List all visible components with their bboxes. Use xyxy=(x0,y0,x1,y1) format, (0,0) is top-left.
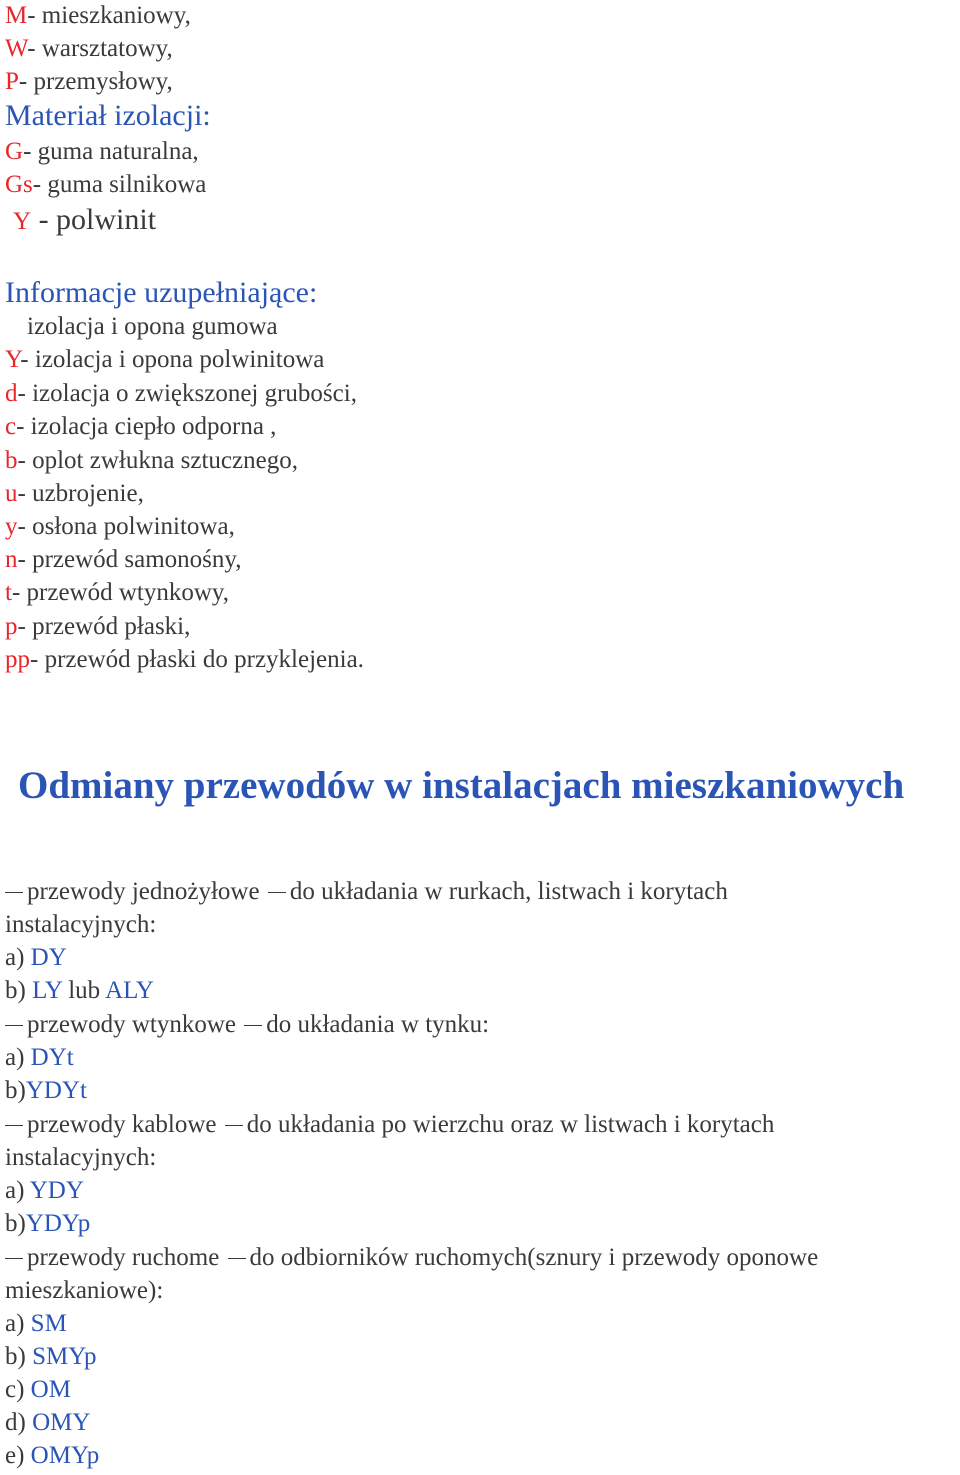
variant-line xyxy=(5,1375,71,1405)
code-desc: - przewód płaski do przyklejenia. xyxy=(30,646,364,673)
variant-code: OMYp xyxy=(30,1442,100,1469)
code: P xyxy=(5,68,19,95)
supplementary-title: Informacje uzupełniające: xyxy=(5,276,318,309)
variant-line xyxy=(5,1176,84,1206)
variant-code: ALY xyxy=(105,977,154,1004)
group-name: przewody ruchome xyxy=(27,1244,220,1271)
group-name: przewody wtynkowe xyxy=(27,1011,236,1038)
code-desc: - warsztatowy, xyxy=(27,35,173,62)
section-heading: Odmiany przewodów w instalacjach mieszkaniowych xyxy=(18,764,905,807)
insulation-item xyxy=(13,203,156,239)
dash xyxy=(228,1258,246,1259)
dash xyxy=(5,1258,23,1259)
variant-prefix: a) xyxy=(5,944,31,971)
code: u xyxy=(5,480,18,507)
variant-prefix: e) xyxy=(5,1442,31,1469)
code-desc: - przewód wtynkowy, xyxy=(11,579,230,606)
type-line-m xyxy=(5,1,191,31)
code-desc: - uzbrojenie, xyxy=(17,480,144,507)
variant-line xyxy=(5,1408,90,1438)
code: W xyxy=(5,35,28,62)
variant-code: OMY xyxy=(32,1409,91,1436)
code-desc: - oplot zwłukna sztucznego, xyxy=(17,447,298,474)
code-desc: - guma naturalna, xyxy=(23,138,199,165)
supplementary-item xyxy=(5,512,235,542)
code: d xyxy=(5,380,18,407)
variant-prefix: b) xyxy=(5,977,33,1004)
code-desc: - polwinit xyxy=(31,203,157,236)
supplementary-item xyxy=(5,446,298,476)
type-line-p xyxy=(5,67,173,97)
group-name: przewody kablowe xyxy=(27,1111,217,1138)
supplementary-item xyxy=(5,379,357,409)
supplementary-item xyxy=(5,612,190,642)
variant-prefix: d) xyxy=(5,1409,33,1436)
insulation-item xyxy=(5,170,206,200)
variant-prefix: b) xyxy=(5,1077,26,1104)
supplementary-item xyxy=(5,345,324,375)
code-desc: - przemysłowy, xyxy=(18,68,173,95)
code: M xyxy=(5,2,28,29)
group-desc-cont: instalacyjnych: xyxy=(5,911,157,938)
code: Gs xyxy=(5,171,33,198)
variant-prefix: b) xyxy=(5,1343,33,1370)
variant-line xyxy=(5,1043,74,1073)
variant-code: YDYp xyxy=(25,1210,91,1237)
code-desc: - mieszkaniowy, xyxy=(27,2,191,29)
group-desc: do układania w tynku: xyxy=(266,1011,490,1038)
code-desc: - izolacja o zwiększonej grubości, xyxy=(17,380,357,407)
group-line xyxy=(5,1010,489,1040)
code-desc: - przewód samonośny, xyxy=(17,546,242,573)
variant-prefix: a) xyxy=(5,1310,31,1337)
supplementary-item xyxy=(5,545,242,575)
variant-prefix: a) xyxy=(5,1177,30,1204)
code-desc: - izolacja ciepło odporna , xyxy=(16,413,277,440)
variant-line xyxy=(5,1309,67,1339)
code: b xyxy=(5,447,18,474)
group-line xyxy=(5,1110,774,1140)
variant-code: DY xyxy=(30,944,67,971)
variant-line xyxy=(5,1342,96,1372)
variant-line xyxy=(5,943,67,973)
variant-code: SM xyxy=(30,1310,67,1337)
variant-line xyxy=(5,1441,99,1471)
insulation-title: Materiał izolacji: xyxy=(5,99,211,132)
group-name: przewody jednożyłowe xyxy=(27,878,260,905)
group-desc: do odbiorników ruchomych(sznury i przewody oponowe xyxy=(249,1244,819,1271)
group-line xyxy=(5,877,728,907)
type-line-w xyxy=(5,34,173,64)
dash xyxy=(5,1125,23,1126)
supplementary-item xyxy=(5,479,144,509)
code: Y xyxy=(5,346,21,373)
variant-code: OM xyxy=(30,1376,71,1403)
variant-code: YDYt xyxy=(25,1077,87,1104)
code: c xyxy=(5,413,17,440)
code-desc: - osłona polwinitowa, xyxy=(17,513,235,540)
variant-line xyxy=(5,1209,90,1239)
supplementary-first: izolacja i opona gumowa xyxy=(27,313,278,340)
variant-prefix: b) xyxy=(5,1210,26,1237)
variant-line xyxy=(5,976,154,1006)
code-desc: - guma silnikowa xyxy=(32,171,207,198)
group-desc-cont: instalacyjnych: xyxy=(5,1144,157,1171)
code: Y xyxy=(13,208,32,235)
dash xyxy=(268,892,286,893)
variant-prefix: c) xyxy=(5,1376,31,1403)
code: p xyxy=(5,613,18,640)
group-desc: do układania po wierzchu oraz w listwach i korytach xyxy=(246,1111,775,1138)
insulation-item xyxy=(5,137,199,167)
supplementary-item xyxy=(5,645,364,675)
group-desc-cont: mieszkaniowe): xyxy=(5,1277,164,1304)
code: y xyxy=(5,513,18,540)
supplementary-item xyxy=(5,578,229,608)
group-line xyxy=(5,1243,818,1273)
code: G xyxy=(5,138,24,165)
dash xyxy=(5,892,23,893)
variant-code: LY xyxy=(32,977,62,1004)
variant-code: SMYp xyxy=(32,1343,97,1370)
dash xyxy=(244,1025,262,1026)
variant-connector: lub xyxy=(61,977,106,1004)
code: n xyxy=(5,546,18,573)
variant-prefix: a) xyxy=(5,1044,31,1071)
variant-line xyxy=(5,1076,87,1106)
variant-code: DYt xyxy=(30,1044,74,1071)
dash xyxy=(225,1125,243,1126)
code: t xyxy=(5,579,12,606)
group-desc: do układania w rurkach, listwach i korytach xyxy=(289,878,728,905)
code-desc: - izolacja i opona polwinitowa xyxy=(20,346,325,373)
variant-code: YDY xyxy=(29,1177,84,1204)
code: pp xyxy=(5,646,30,673)
supplementary-item xyxy=(5,412,276,442)
dash xyxy=(5,1025,23,1026)
code-desc: - przewód płaski, xyxy=(17,613,191,640)
